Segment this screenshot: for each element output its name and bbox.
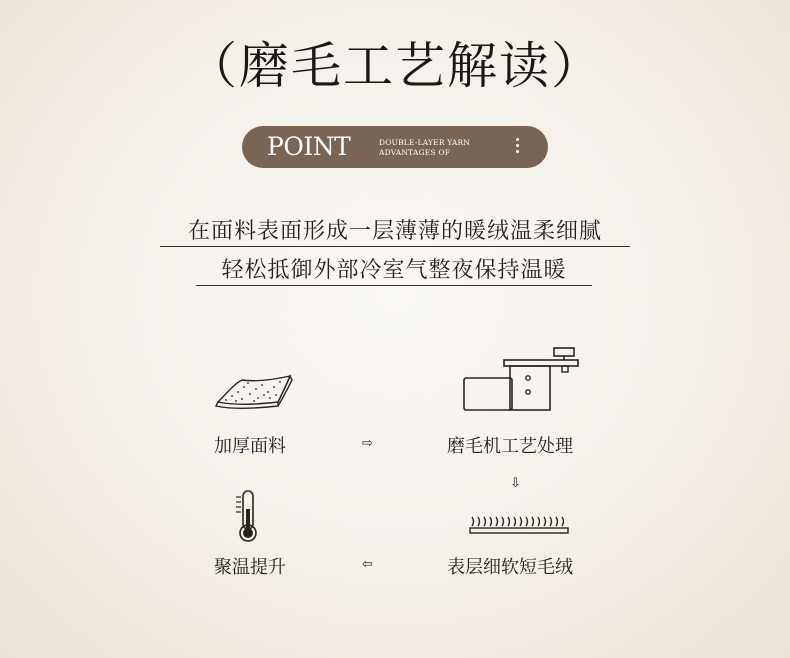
step-fleece-layer: 表层细软短毛绒: [447, 557, 573, 578]
badge-subtext-line1: DOUBLE-LAYER YARN: [379, 138, 471, 147]
intro-line-1: 在面料表面形成一层薄薄的暖绒温柔细腻: [160, 214, 630, 247]
machine-icon: [462, 344, 582, 414]
point-badge: [242, 126, 548, 168]
thermometer-icon: [234, 489, 262, 545]
arrow-left-icon: ⇦: [362, 557, 373, 572]
badge-main-text: POINT: [267, 132, 351, 161]
intro-line-2: 轻松抵御外部冷室气整夜保持温暖: [196, 253, 592, 286]
more-icon: [514, 138, 520, 156]
arrow-down-icon: ⇩: [510, 476, 521, 491]
step-thick-fabric: 加厚面料: [214, 436, 286, 457]
badge-subtext-line2: ADVANTAGES OF: [379, 148, 451, 157]
page-title: （磨毛工艺解读）: [187, 37, 603, 95]
badge-subtext: [379, 138, 470, 158]
fabric-icon: [212, 372, 296, 412]
step-warmth-boost: 聚温提升: [214, 557, 286, 578]
step-brushing-process: 磨毛机工艺处理: [447, 436, 573, 457]
fleece-icon: [468, 512, 572, 536]
arrow-right-icon: ⇨: [362, 436, 373, 451]
